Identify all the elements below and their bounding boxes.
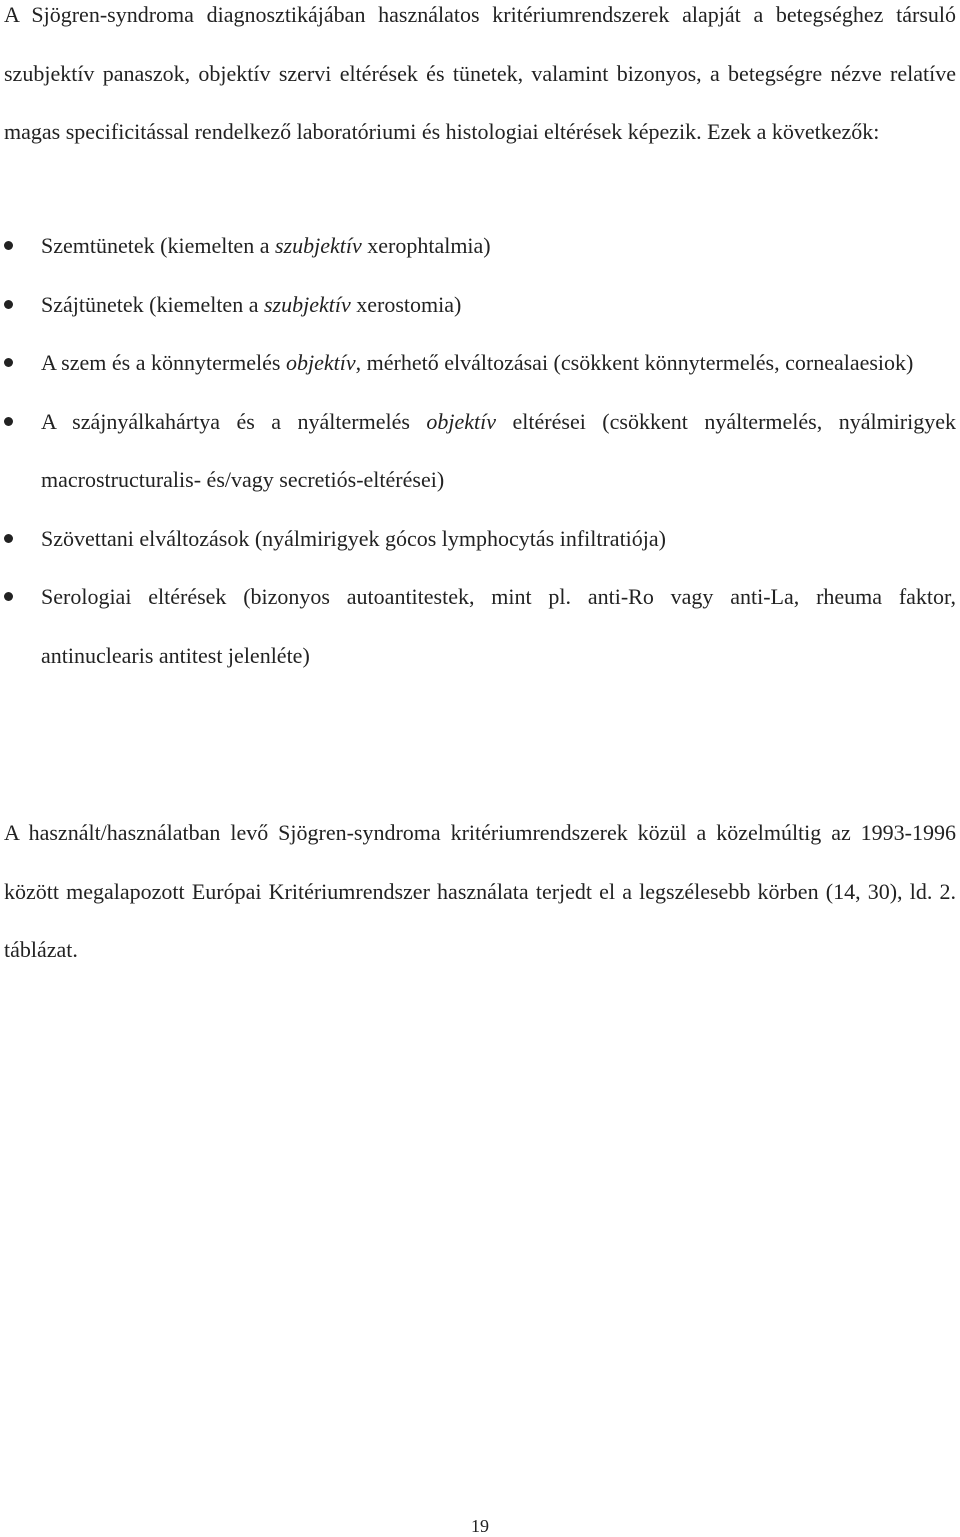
page-number: 19 [471, 1516, 489, 1536]
closing-paragraph: A használt/használatban levő Sjögren-syndroma kritériumrendszerek közül a közelmúltig az 1993-1996 között megalapozott Európai Kritériumrendszer használata terjedt el a legszélesebb körben (14, 30), ld. 2. táblázat. [4, 820, 956, 962]
list-item-text: Serologiai eltérések (bizonyos autoantitestek, mint pl. anti-Ro vagy anti-La, rheuma faktor, antinuclearis antitest jelenléte) [41, 584, 956, 668]
emphasis: objektív [286, 350, 356, 375]
list-item [4, 217, 956, 276]
criteria-list [4, 217, 956, 685]
list-item [4, 510, 956, 569]
emphasis: objektív [426, 408, 497, 434]
list-item [4, 276, 956, 335]
list-item-text: A szem és a könnytermelés objektív, mérhető elváltozásai (csökkent könnytermelés, cornealaesiok) [41, 350, 914, 375]
emphasis: szubjektív [263, 291, 351, 317]
bullet-icon [4, 241, 13, 250]
list-item-text: Szájtünetek (kiemelten a szubjektív xerostomia) [41, 291, 462, 317]
list-item-text: A szájnyálkahártya és a nyáltermelés objektív eltérései (csökkent nyáltermelés, nyálmirigyek macrostructuralis- és/vagy secretiós-eltérései) [41, 408, 956, 492]
intro-paragraph: A Sjögren-syndroma diagnosztikájában használatos kritériumrendszerek alapját a betegséghez társuló szubjektív panaszok, objektív szervi eltérések és tünetek, valamint bizonyos, a betegségre nézve relatíve magas specificitással rendelkező laboratóriumi és histologiai eltérések képezik. Ezek a következők: [4, 2, 956, 144]
list-item [4, 334, 956, 393]
emphasis: szubjektív [274, 233, 362, 258]
list-item [4, 393, 956, 510]
bullet-icon [4, 534, 13, 543]
list-item [4, 568, 956, 685]
bullet-icon [4, 592, 13, 601]
document-page [4, 0, 956, 1537]
list-item-text: Szemtünetek (kiemelten a szubjektív xerophtalmia) [41, 233, 491, 258]
list-item-text: Szövettani elváltozások (nyálmirigyek gócos lymphocytás infiltratiója) [41, 525, 667, 551]
bullet-icon [4, 358, 13, 367]
bullet-icon [4, 300, 13, 309]
bullet-icon [4, 417, 13, 426]
